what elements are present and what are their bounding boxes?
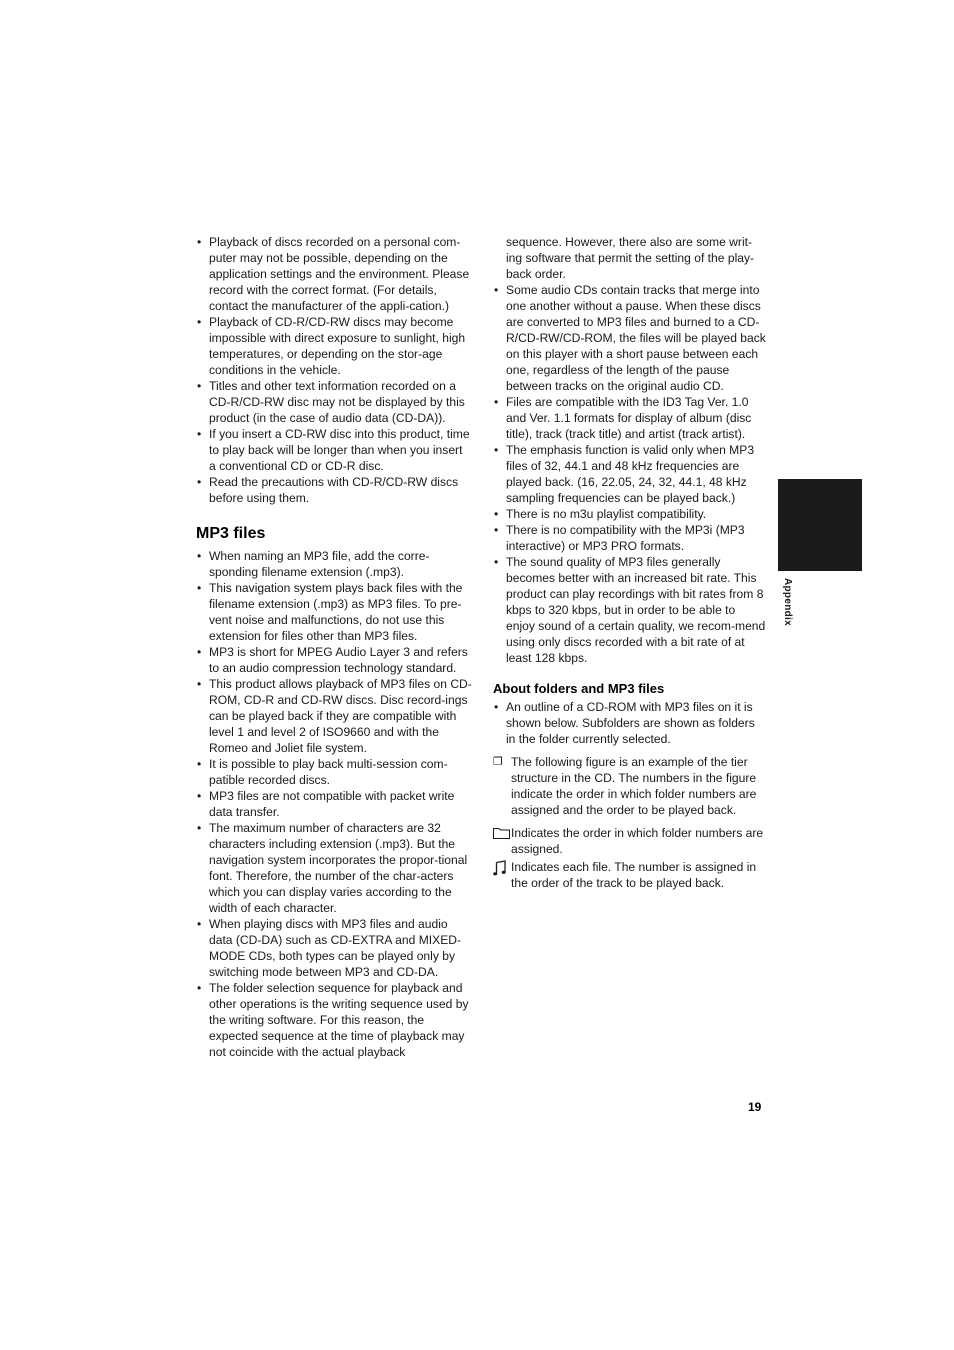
- right-bullet-list: [493, 282, 767, 666]
- right-column: [493, 234, 767, 891]
- list-item: • This product allows playback of MP3 files on CD-ROM, CD-R and CD-RW discs. Disc record-ings can be played back if they are compatible with level 1 and level 2 of ISO9660 and with the Romeo and Joliet file system.: [196, 676, 472, 756]
- music-note-icon: [493, 860, 507, 880]
- list-item: • The emphasis function is valid only when MP3 files of 32, 44.1 and 48 kHz frequencies are played back. (16, 22.05, 24, 32, 44.1, 48 kHz sampling frequencies can be played back.): [493, 442, 767, 506]
- legend-file: [493, 859, 767, 891]
- list-item: • Files are compatible with the ID3 Tag Ver. 1.0 and Ver. 1.1 formats for display of album (disc title), track (track title) and artist (track artist).: [493, 394, 767, 442]
- list-item: • MP3 files are not compatible with packet write data transfer.: [196, 788, 472, 820]
- note-text: The following figure is an example of the tier structure in the CD. The numbers in the figure indicate the order in which folder numbers are assigned and the order to be played back.: [511, 755, 757, 817]
- mp3-bullet-list: [196, 548, 472, 1060]
- section-title-mp3-files: MP3 files: [196, 525, 266, 542]
- list-item: • The maximum number of characters are 32 characters including extension (.mp3). But the navigation system incorporates the propor-tional font. Therefore, the number of the char-acters which you can display varies according to the width of each character.: [196, 820, 472, 916]
- list-item: • It is possible to play back multi-session com-patible recorded discs.: [196, 756, 472, 788]
- list-item: • Titles and other text information recorded on a CD-R/CD-RW disc may not be displayed by this product (in the case of audio data (CD-DA)).: [196, 378, 472, 426]
- list-item: • Read the precautions with CD-R/CD-RW discs before using them.: [196, 474, 472, 506]
- folder-icon: [493, 826, 510, 843]
- subsection-title-folders: About folders and MP3 files: [493, 681, 665, 696]
- legend-file-text: Indicates each file. The number is assigned in the order of the track to be played back.: [511, 860, 757, 890]
- folders-bullet-list: [493, 699, 767, 747]
- legend-folder: [493, 825, 767, 857]
- page-number: 19: [748, 1100, 762, 1114]
- list-item: • Playback of discs recorded on a personal com-puter may not be possible, depending on the application settings and the environment. Please record with the correct format. (For details, contact the manufacturer of the appli-cation.): [196, 234, 472, 314]
- list-item: • Playback of CD-R/CD-RW discs may become impossible with direct exposure to sunlight, high temperatures, or depending on the stor-age conditions in the vehicle.: [196, 314, 472, 378]
- list-item: • There is no m3u playlist compatibility.: [493, 506, 767, 522]
- list-item: • When playing discs with MP3 files and audio data (CD-DA) such as CD-EXTRA and MIXED-MODE CDs, both types can be played only by switching mode between MP3 and CD-DA.: [196, 916, 472, 980]
- legend-folder-text: Indicates the order in which folder numbers are assigned.: [511, 826, 764, 856]
- list-item: • The folder selection sequence for playback and other operations is the writing sequence used by the writing software. For this reason, the expected sequence at the time of playback may not coincide with the actual playback: [196, 980, 472, 1060]
- note-paragraph: [493, 754, 767, 818]
- list-item: • If you insert a CD-RW disc into this product, time to play back will be longer than when you insert a conventional CD or CD-R disc.: [196, 426, 472, 474]
- continued-paragraph: sequence. However, there also are some writ-ing software that permit the setting of the play-back order.: [506, 235, 755, 281]
- list-item: • The sound quality of MP3 files generally becomes better with an increased bit rate. This product can play recordings with bit rates from 8 kbps to 320 kbps, but in order to be able to enjoy sound of a certain quality, we recom-mend using only discs recorded with a bit rate of at least 128 kbps.: [493, 554, 767, 666]
- list-item: • MP3 is short for MPEG Audio Layer 3 and refers to an audio compression technology standard.: [196, 644, 472, 676]
- left-column: [196, 234, 472, 1060]
- list-item: • This navigation system plays back files with the filename extension (.mp3) as MP3 files. To pre-vent noise and malfunctions, do not use this extension for files other than MP3 files.: [196, 580, 472, 644]
- checkbox-note-icon: ❐: [493, 756, 503, 768]
- list-item: • Some audio CDs contain tracks that merge into one another without a pause. When these discs are converted to MP3 files and burned to a CD-R/CD-RW/CD-ROM, the files will be played back on this player with a short pause between each one, regardless of the length of the pause between tracks on the original audio CD.: [493, 282, 767, 394]
- list-item: • When naming an MP3 file, add the corre-sponding filename extension (.mp3).: [196, 548, 472, 580]
- intro-bullet-list: [196, 234, 472, 506]
- list-item: • An outline of a CD-ROM with MP3 files on it is shown below. Subfolders are shown as folders in the folder currently selected.: [493, 699, 767, 747]
- side-tab-block: [778, 479, 862, 571]
- side-tab-label: Appendix: [782, 578, 793, 626]
- list-item: • There is no compatibility with the MP3i (MP3 interactive) or MP3 PRO formats.: [493, 522, 767, 554]
